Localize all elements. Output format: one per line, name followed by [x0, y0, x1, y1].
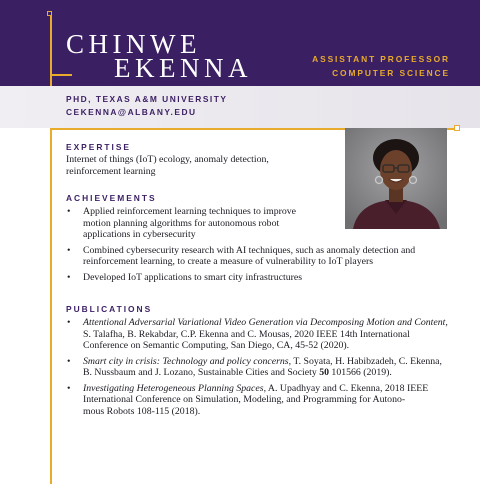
gold-vertical-rule: [50, 14, 52, 484]
contact-info: [66, 93, 227, 119]
list-item: • Developed IoT applications to smart city infrastructures: [66, 272, 415, 284]
list-item: • Smart city in crisis: Technology and policy concerns, T. Soyata, H. Habibzadeh, C. Ekenna, B. Nussbaum and J. Lozano, Sustainable Cities and Society 50 101566 (2019).: [66, 356, 466, 379]
email[interactable]: CEKENNA@ALBANY.EDU: [66, 107, 197, 117]
achievements-list: [66, 206, 415, 283]
publication-title: Smart city in crisis: Technology and policy concerns: [83, 355, 289, 367]
name-last: EKENNA: [114, 53, 252, 83]
name-first: CHINWE: [66, 29, 201, 59]
publications-list: [66, 317, 466, 417]
list-item: • Combined cybersecurity research with AI techniques, such as anomaly detection and reinforcement learning, to create a measure of vulnerability to IoT players: [66, 245, 415, 268]
expertise-line: Internet of things (IoT) ecology, anomaly detection,: [66, 154, 269, 165]
publication-title: Investigating Heterogeneous Planning Spaces: [83, 382, 264, 394]
list-item: • Attentional Adversarial Variational Video Generation via Decomposing Motion and Content, S. Talafha, B. Rekabdar, C.P. Ekenna and C. Mousas, 2020 IEEE 14th International Conference on Semantic Computing, San Diego, CA, 45-52 (2020).: [66, 317, 466, 352]
list-item: • Applied reinforcement learning techniques to improve motion planning algorithms for autonomous robot applications in cybersecurity: [66, 206, 415, 241]
degree: PHD, TEXAS A&M UNIVERSITY: [66, 94, 228, 104]
job-title-department: COMPUTER SCIENCE: [332, 68, 450, 78]
expertise-text: [66, 154, 269, 177]
list-item: • Investigating Heterogeneous Planning Spaces, A. Upadhyay and C. Ekenna, 2018 IEEE International Conference on Simulation, Modeling, and Programming for Autono- mous Robots 108-115 (2018).: [66, 383, 466, 418]
achievements-heading: ACHIEVEMENTS: [66, 193, 157, 203]
publication-title: Attentional Adversarial Variational Video Generation via Decomposing Motion and Content: [83, 317, 446, 328]
job-title: [312, 52, 450, 80]
publications-heading: PUBLICATIONS: [66, 304, 153, 314]
person-name: [66, 29, 252, 83]
job-title-position: ASSISTANT PROFESSOR: [312, 54, 450, 64]
volume-number: 50: [319, 367, 329, 378]
gold-square-marker-right: [454, 125, 460, 131]
gold-square-marker: [47, 11, 52, 16]
expertise-line: reinforcement learning: [66, 165, 156, 177]
expertise-heading: EXPERTISE: [66, 142, 132, 152]
